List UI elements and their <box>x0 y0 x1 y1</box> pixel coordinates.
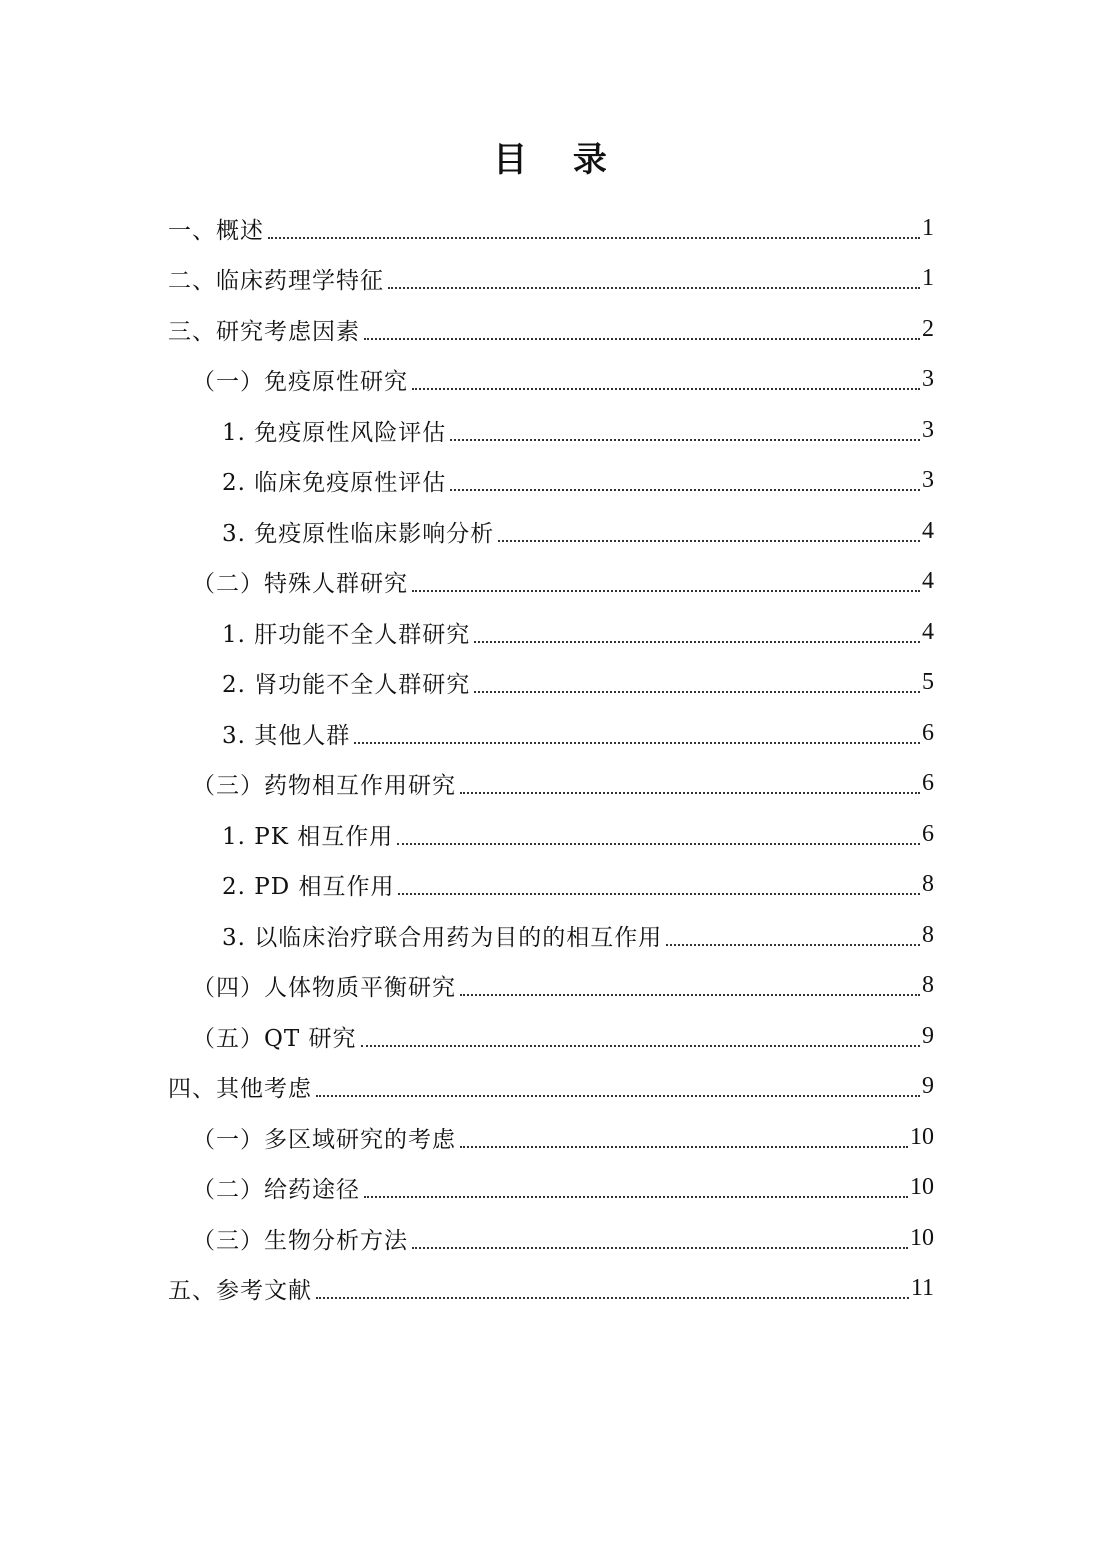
dot-leader <box>268 236 920 239</box>
toc-entry-label: （三）生物分析方法 <box>192 1227 408 1254</box>
dot-leader <box>460 1145 908 1148</box>
toc-entry-page-number: 10 <box>910 1123 934 1150</box>
toc-entry-page-number: 1 <box>922 214 934 241</box>
toc-entry[interactable] <box>0 1062 1102 1113</box>
toc-entry[interactable] <box>0 658 1102 709</box>
toc-entry-label: 3. 其他人群 <box>222 722 351 749</box>
toc-entry[interactable] <box>0 961 1102 1012</box>
toc-entry-label: 三、研究考虑因素 <box>168 318 360 345</box>
toc-entry-page-number: 3 <box>922 467 934 494</box>
toc-entry-label: 2. 肾功能不全人群研究 <box>222 672 471 699</box>
dot-leader <box>474 690 920 693</box>
table-of-contents <box>0 203 1102 1314</box>
dot-leader <box>460 791 920 794</box>
toc-entry-page-number: 4 <box>922 618 934 645</box>
dot-leader <box>316 1094 920 1097</box>
toc-entry[interactable] <box>0 355 1102 406</box>
dot-leader <box>460 993 920 996</box>
toc-entry-page-number: 9 <box>922 1022 934 1049</box>
toc-entry-label: 二、临床药理学特征 <box>168 268 384 295</box>
toc-entry[interactable] <box>0 304 1102 355</box>
toc-entry-page-number: 10 <box>910 1224 934 1251</box>
toc-entry[interactable] <box>0 557 1102 608</box>
toc-entry-page-number: 4 <box>922 517 934 544</box>
dot-leader <box>361 1044 920 1047</box>
dot-leader <box>666 943 920 946</box>
toc-entry[interactable] <box>0 708 1102 759</box>
toc-entry-label: （二）给药途径 <box>192 1177 360 1204</box>
dot-leader <box>398 892 920 895</box>
toc-entry-page-number: 4 <box>922 568 934 595</box>
toc-entry-page-number: 2 <box>922 315 934 342</box>
dot-leader <box>388 286 920 289</box>
toc-entry-page-number: 10 <box>910 1174 934 1201</box>
toc-entry-page-number: 8 <box>922 921 934 948</box>
toc-entry-page-number: 3 <box>922 366 934 393</box>
toc-entry-label: 四、其他考虑 <box>168 1076 312 1103</box>
toc-entry[interactable] <box>0 405 1102 456</box>
toc-entry-page-number: 9 <box>922 1073 934 1100</box>
toc-entry-label: （四）人体物质平衡研究 <box>192 975 456 1002</box>
dot-leader <box>498 539 920 542</box>
toc-entry[interactable] <box>0 506 1102 557</box>
toc-entry-label: 2. 临床免疫原性评估 <box>222 470 447 497</box>
toc-entry-label: （二）特殊人群研究 <box>192 571 408 598</box>
toc-entry-label: 1. 肝功能不全人群研究 <box>222 621 471 648</box>
toc-entry-label: （一）免疫原性研究 <box>192 369 408 396</box>
toc-entry-page-number: 5 <box>922 669 934 696</box>
page-title: 目 录 <box>493 140 609 180</box>
dot-leader <box>364 1195 908 1198</box>
toc-entry-page-number: 1 <box>922 265 934 292</box>
toc-entry[interactable] <box>0 1163 1102 1214</box>
toc-entry-page-number: 8 <box>922 871 934 898</box>
toc-entry[interactable] <box>0 1112 1102 1163</box>
toc-entry-label: 3. 免疫原性临床影响分析 <box>222 520 495 547</box>
dot-leader <box>412 387 920 390</box>
dot-leader <box>450 438 920 441</box>
toc-entry[interactable] <box>0 910 1102 961</box>
toc-entry-label: （五）QT 研究 <box>192 1025 357 1052</box>
toc-entry-page-number: 3 <box>922 416 934 443</box>
toc-entry-label: 2. PD 相互作用 <box>222 874 395 901</box>
toc-entry[interactable] <box>0 254 1102 305</box>
toc-entry-label: 1. 免疫原性风险评估 <box>222 419 447 446</box>
toc-entry[interactable] <box>0 1011 1102 1062</box>
dot-leader <box>474 640 920 643</box>
dot-leader <box>412 589 920 592</box>
toc-entry-label: 一、概述 <box>168 217 264 244</box>
toc-entry[interactable] <box>0 809 1102 860</box>
toc-entry-page-number: 6 <box>922 820 934 847</box>
toc-entry[interactable] <box>0 759 1102 810</box>
toc-entry[interactable] <box>0 1213 1102 1264</box>
toc-entry[interactable] <box>0 860 1102 911</box>
toc-entry-label: 3. 以临床治疗联合用药为目的的相互作用 <box>222 924 663 951</box>
dot-leader <box>354 741 920 744</box>
dot-leader <box>316 1296 909 1299</box>
toc-entry-label: 1. PK 相互作用 <box>222 823 394 850</box>
toc-entry[interactable] <box>0 203 1102 254</box>
toc-entry[interactable] <box>0 1264 1102 1315</box>
dot-leader <box>412 1246 908 1249</box>
toc-entry[interactable] <box>0 456 1102 507</box>
toc-entry-page-number: 6 <box>922 770 934 797</box>
toc-entry-page-number: 6 <box>922 719 934 746</box>
toc-entry-label: 五、参考文献 <box>168 1278 312 1305</box>
toc-entry-page-number: 8 <box>922 972 934 999</box>
toc-entry-label: （一）多区域研究的考虑 <box>192 1126 456 1153</box>
toc-entry-page-number: 11 <box>910 1275 934 1302</box>
dot-leader <box>397 842 920 845</box>
dot-leader <box>450 488 920 491</box>
toc-entry-label: （三）药物相互作用研究 <box>192 773 456 800</box>
dot-leader <box>364 337 920 340</box>
toc-entry[interactable] <box>0 607 1102 658</box>
